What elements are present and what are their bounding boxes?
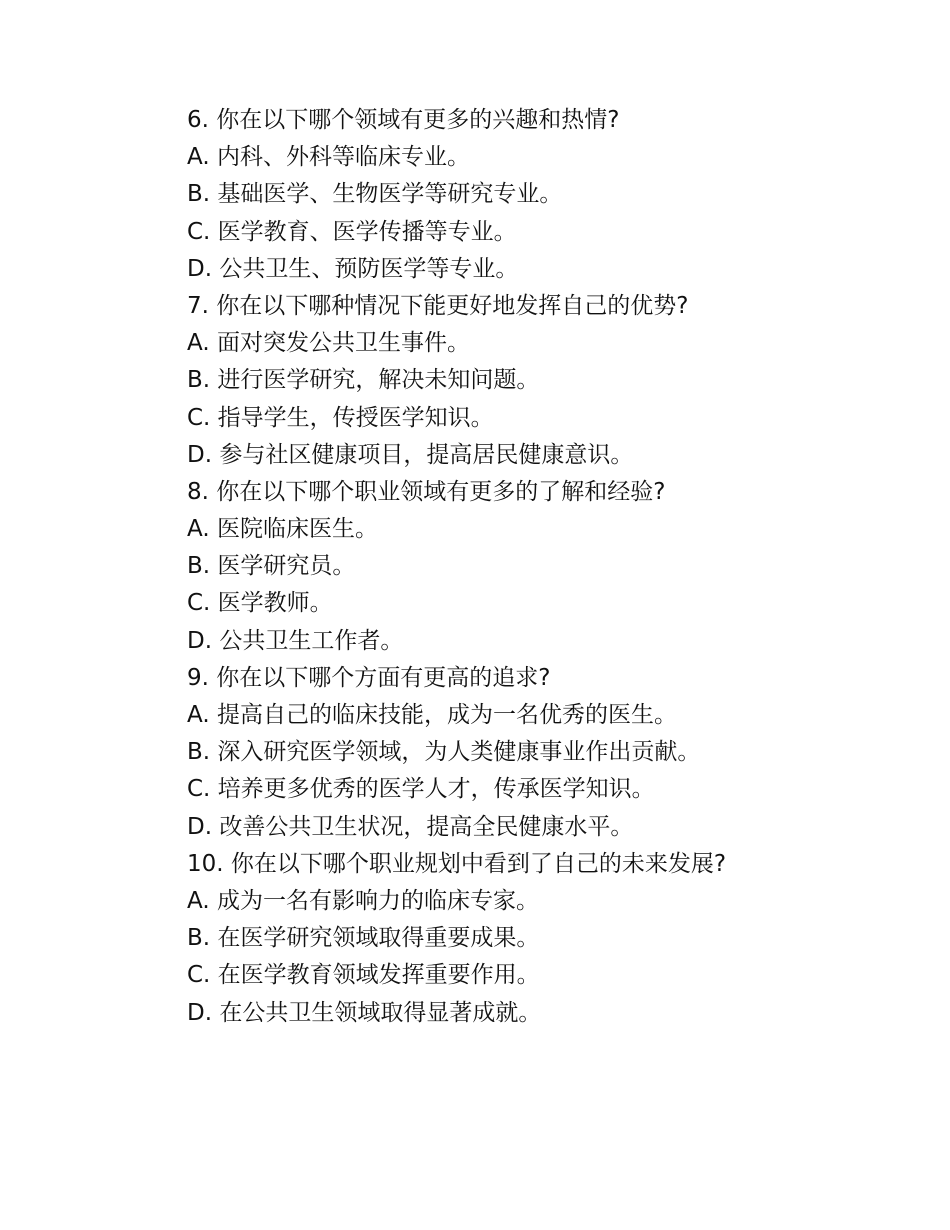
question-6-option-a: A. 内科、外科等临床专业。 [187,144,470,171]
question-block-7 [187,288,907,474]
question-block-8 [187,474,907,660]
question-10-option-b: B. 在医学研究领域取得重要成果。 [187,925,540,952]
question-8-option-c: C. 医学教师。 [187,590,333,617]
question-10-option-d: D. 在公共卫生领域取得显著成就。 [187,999,542,1026]
question-8-text: 8. 你在以下哪个职业领域有更多的了解和经验? [187,478,666,505]
question-6-text: 6. 你在以下哪个领域有更多的兴趣和热情? [187,107,620,133]
question-8-option-d: D. 公共卫生工作者。 [187,627,404,654]
question-7-text: 7. 你在以下哪种情况下能更好地发挥自己的优势? [187,292,689,319]
question-7-option-d: D. 参与社区健康项目，提高居民健康意识。 [187,441,634,468]
question-block-10 [187,846,907,1032]
question-6-option-b: B. 基础医学、生物医学等研究专业。 [187,181,563,208]
question-8-option-b: B. 医学研究员。 [187,553,356,580]
question-10-option-c: C. 在医学教育领域发挥重要作用。 [187,962,540,989]
question-block-9 [187,660,907,846]
question-9-option-b: B. 深入研究医学领域，为人类健康事业作出贡献。 [187,739,701,766]
question-6-option-c: C. 医学教育、医学传播等专业。 [187,218,517,245]
question-9-option-a: A. 提高自己的临床技能，成为一名优秀的医生。 [187,702,677,728]
document-page [187,102,907,1032]
question-10-text: 10. 你在以下哪个职业规划中看到了自己的未来发展? [187,850,727,877]
question-10-option-a: A. 成为一名有影响力的临床专家。 [187,887,539,914]
question-9-text: 9. 你在以下哪个方面有更高的追求? [187,664,551,691]
question-7-option-b: B. 进行医学研究，解决未知问题。 [187,367,540,394]
question-7-option-a: A. 面对突发公共卫生事件。 [187,330,470,357]
question-8-option-a: A. 医院临床医生。 [187,516,378,543]
question-9-option-d: D. 改善公共卫生状况，提高全民健康水平。 [187,813,634,840]
question-7-option-c: C. 指导学生，传授医学知识。 [187,404,494,431]
question-9-option-c: C. 培养更多优秀的医学人才，传承医学知识。 [187,776,655,803]
question-6-option-d: D. 公共卫生、预防医学等专业。 [187,255,519,282]
question-block-6 [187,102,907,288]
